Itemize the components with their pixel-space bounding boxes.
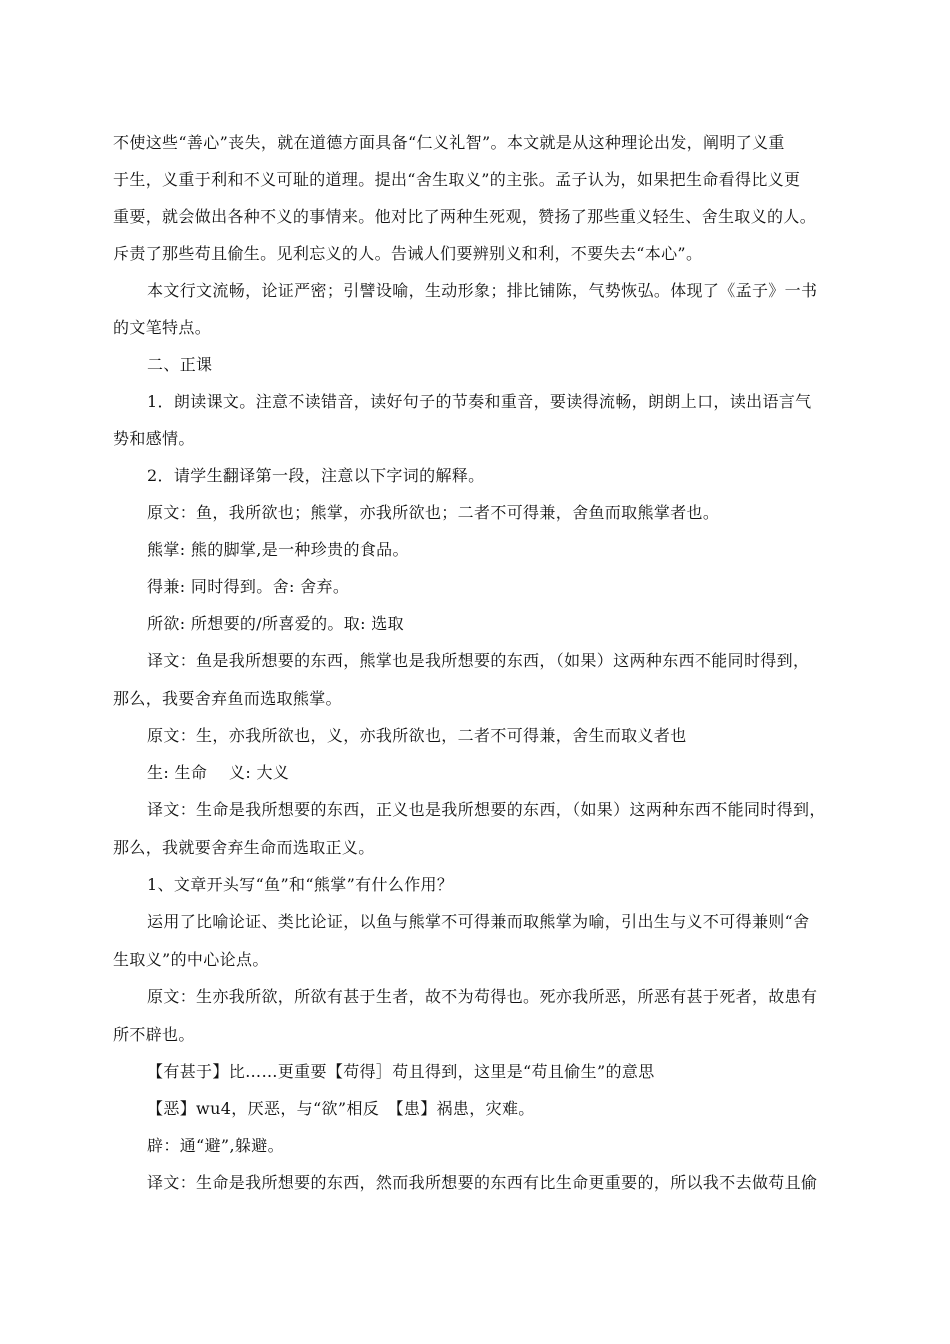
text-line: 不使这些“善心”丧失，就在道德方面具备“仁义礼智”。本文就是从这种理论出发，阐明了义重 [113, 133, 785, 152]
text-line: 所不辟也。 [113, 1025, 195, 1044]
translation-line: 译文：生命是我所想要的东西，然而我所想要的东西有比生命更重要的，所以我不去做苟且偷 [147, 1173, 818, 1192]
numbered-item-2: 2．请学生翻译第一段，注意以下字词的解释。 [147, 466, 485, 485]
glossary-line: 得兼: 同时得到。舍: 舍弃。 [147, 577, 350, 596]
translation-line: 译文：生命是我所想要的东西，正义也是我所想要的东西，（如果）这两种东西不能同时得到， [147, 800, 826, 819]
glossary-line: 【恶】wu4，厌恶，与“欲”相反 【患】祸患，灾难。 [147, 1099, 535, 1118]
question-line: 1、文章开头写“鱼”和“熊掌”有什么作用？ [147, 875, 454, 894]
glossary-line: 辟：通“避”,躲避。 [147, 1136, 284, 1155]
text-line: 的文笔特点。 [113, 318, 212, 337]
glossary-line: 熊掌: 熊的脚掌,是一种珍贵的食品。 [147, 540, 409, 559]
text-line: 斥责了那些苟且偷生。见利忘义的人。告诫人们要辨别义和利，不要失去“本心”。 [113, 244, 703, 263]
original-text-line: 原文：生，亦我所欲也，义，亦我所欲也，二者不可得兼，舍生而取义者也 [147, 726, 687, 745]
answer-line: 运用了比喻论证、类比论证，以鱼与熊掌不可得兼而取熊掌为喻，引出生与义不可得兼则“舍 [147, 912, 810, 931]
text-line: 重要，就会做出各种不义的事情来。他对比了两种生死观，赞扬了那些重义轻生、舍生取义的人。 [113, 207, 817, 226]
original-text-line: 原文：生亦我所欲，所欲有甚于生者，故不为苟得也。死亦我所恶，所恶有甚于死者，故患有 [147, 987, 818, 1006]
glossary-line: 所欲: 所想要的/所喜爱的。取: 选取 [147, 614, 404, 633]
text-line: 生取义”的中心论点。 [113, 950, 269, 969]
section-heading: 二、正课 [147, 355, 213, 374]
text-line: 势和感情。 [113, 429, 195, 448]
text-line: 那么，我要舍弃鱼而选取熊掌。 [113, 689, 342, 708]
glossary-line: 【有甚于】比……更重要【苟得］苟且得到，这里是“苟且偷生”的意思 [147, 1062, 655, 1081]
text-line: 那么，我就要舍弃生命而选取正义。 [113, 838, 375, 857]
translation-line: 译文：鱼是我所想要的东西，熊掌也是我所想要的东西，（如果）这两种东西不能同时得到， [147, 651, 810, 670]
glossary-line: 生: 生命 义: 大义 [147, 763, 290, 782]
document-body [113, 124, 838, 1201]
paragraph-style-summary: 本文行文流畅，论证严密；引譬设喻，生动形象；排比铺陈，气势恢弘。体现了《孟子》一书 [147, 281, 818, 300]
numbered-item-1: 1．朗读课文。注意不读错音，读好句子的节奏和重音，要读得流畅，朗朗上口，读出语言气 [147, 392, 812, 411]
text-line: 于生，义重于利和不义可耻的道理。提出“舍生取义”的主张。孟子认为，如果把生命看得比义更 [113, 170, 801, 189]
original-text-line: 原文：鱼，我所欲也；熊掌，亦我所欲也；二者不可得兼，舍鱼而取熊掌者也。 [147, 503, 720, 522]
